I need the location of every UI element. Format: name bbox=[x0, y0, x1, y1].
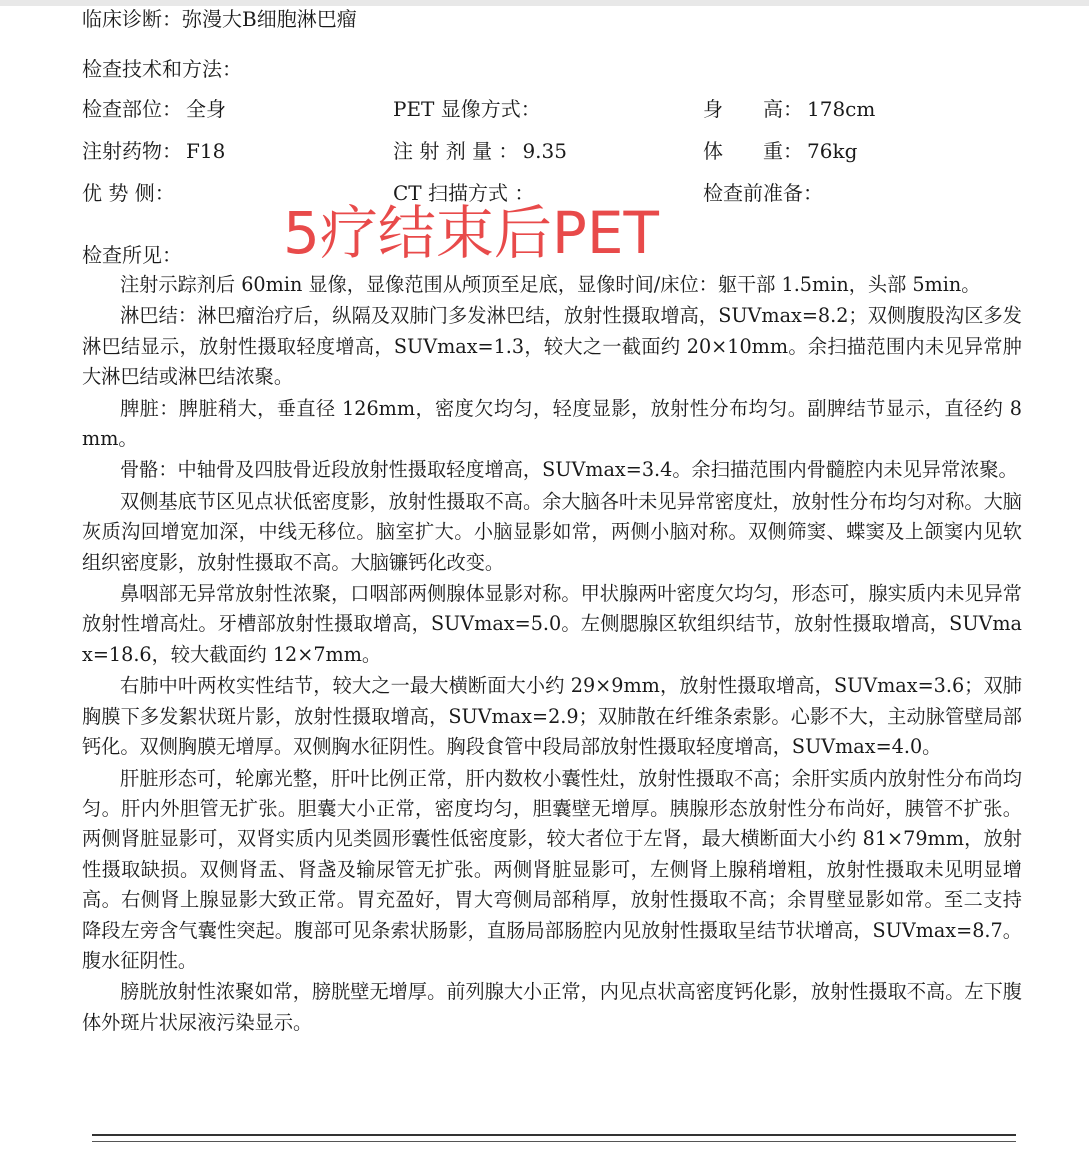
dose-label: 注 射 剂 量 ： bbox=[393, 139, 519, 163]
ct-mode-label: CT 扫描方式 ： bbox=[393, 181, 535, 205]
weight-label: 体 重： bbox=[703, 139, 803, 163]
pet-mode-label: PET 显像方式： bbox=[393, 97, 541, 121]
findings-body bbox=[82, 270, 1022, 1039]
exam-site-value: 全身 bbox=[186, 97, 226, 121]
diagnosis-label: 临床诊断： bbox=[82, 7, 182, 31]
pet-mode-field bbox=[393, 96, 545, 122]
height-value: 178cm bbox=[807, 97, 876, 121]
red-annotation-text: 5疗结束后PET bbox=[283, 199, 659, 267]
findings-paragraph-bone: 骨骼：中轴骨及四肢骨近段放射性摄取轻度增高，SUVmax=3.4。余扫描范围内骨髓腔内未见异常浓聚。 bbox=[120, 458, 1018, 482]
findings-heading: 检查所见： bbox=[82, 243, 182, 267]
weight-field bbox=[703, 138, 857, 164]
exam-prep-field bbox=[703, 180, 827, 206]
findings-paragraph-lymph-nodes: 淋巴结：淋巴瘤治疗后，纵隔及双肺门多发淋巴结，放射性摄取增高，SUVmax=8.2；双侧腹股沟区多发淋巴结显示，放射性摄取轻度增高，SUVmax=1.3，较大之一截面约 20×10mm。余扫描范围内未见异常肿大淋巴结或淋巴结浓聚。 bbox=[82, 304, 1022, 389]
drug-label: 注射药物： bbox=[82, 139, 182, 163]
findings-paragraph-spleen: 脾脏：脾脏稍大，垂直径 126mm，密度欠均匀，轻度显影，放射性分布均匀。副脾结节显示，直径约 8mm。 bbox=[82, 396, 1022, 451]
exam-prep-label: 检查前准备： bbox=[703, 181, 823, 205]
footer-divider bbox=[92, 1134, 1016, 1136]
dominant-side-label: 优 势 侧： bbox=[82, 181, 175, 205]
findings-paragraph-pelvis: 膀胱放射性浓聚如常，膀胱壁无增厚。前列腺大小正常，内见点状高密度钙化影，放射性摄取不高。左下腹体外斑片状尿液污染显示。 bbox=[82, 980, 1022, 1034]
weight-value: 76kg bbox=[807, 139, 858, 163]
footer-divider-thin bbox=[92, 1141, 1016, 1142]
findings-paragraph-imaging: 注射示踪剂后 60min 显像，显像范围从颅顶至足底，显像时间/床位：躯干部 1.5min，头部 5min。 bbox=[120, 273, 981, 296]
findings-paragraph-abdomen: 肝脏形态可，轮廓光整，肝叶比例正常，肝内数枚小囊性灶，放射性摄取不高；余肝实质内放射性分布尚均匀。肝内外胆管无扩张。胆囊大小正常，密度均匀，胆囊壁无增厚。胰腺形态放射性分布尚好，胰管不扩张。两侧肾脏显影可，双肾实质内见类圆形囊性低密度影，较大者位于左肾，最大横断面大小约 81×79mm，放射性摄取缺损。双侧肾盂、肾盏及输尿管无扩张。两侧肾脏显影可，左侧肾上腺稍增粗，放射性摄取未见明显增高。右侧肾上腺显影大致正常。胃充盈好，胃大弯侧局部稍厚，放射性摄取不高；余胃壁显影如常。至二支持降段左旁含气囊性突起。腹部可见条索状肠影，直肠局部肠腔内见放射性摄取呈结节状增高，SUVmax=8.7。腹水征阴性。 bbox=[82, 766, 1022, 972]
findings-paragraph-chest: 右肺中叶两枚实性结节，较大之一最大横断面大小约 29×9mm，放射性摄取增高，SUVmax=3.6；双肺胸膜下多发絮状斑片影，放射性摄取增高，SUVmax=2.9；双肺散在纤维条索影。心影不大，主动脉管壁局部钙化。双侧胸膜无增厚。双侧胸水征阴性。胸段食管中段局部放射性摄取轻度增高，SUVmax=4.0。 bbox=[82, 674, 1022, 759]
height-field bbox=[703, 96, 875, 122]
dose-value: 9.35 bbox=[522, 139, 567, 163]
drug-value: F18 bbox=[186, 139, 226, 163]
exam-site-label: 检查部位： bbox=[82, 97, 182, 121]
dominant-side-field bbox=[82, 180, 179, 206]
drug-field bbox=[82, 138, 225, 164]
findings-paragraph-head-neck: 鼻咽部无异常放射性浓聚，口咽部两侧腺体显影对称。甲状腺两叶密度欠均匀，形态可，腺实质内未见异常放射性增高灶。牙槽部放射性摄取增高，SUVmax=5.0。左侧腮腺区软组织结节，放射性摄取增高，SUVmax=18.6，较大截面约 12×7mm。 bbox=[82, 582, 1022, 666]
findings-paragraph-brain: 双侧基底节区见点状低密度影，放射性摄取不高。余大脑各叶未见异常密度灶，放射性分布均匀对称。大脑灰质沟回增宽加深，中线无移位。脑室扩大。小脑显影如常，两侧小脑对称。双侧筛窦、蝶窦及上颌窦内见软组织密度影，放射性摄取不高。大脑镰钙化改变。 bbox=[82, 489, 1022, 574]
method-heading: 检查技术和方法： bbox=[82, 57, 242, 81]
exam-site-field bbox=[82, 96, 226, 122]
dose-field bbox=[393, 138, 567, 164]
height-label: 身 高： bbox=[703, 97, 803, 121]
diagnosis-value: 弥漫大B细胞淋巴瘤 bbox=[182, 7, 357, 31]
clinical-diagnosis-line bbox=[82, 6, 357, 32]
